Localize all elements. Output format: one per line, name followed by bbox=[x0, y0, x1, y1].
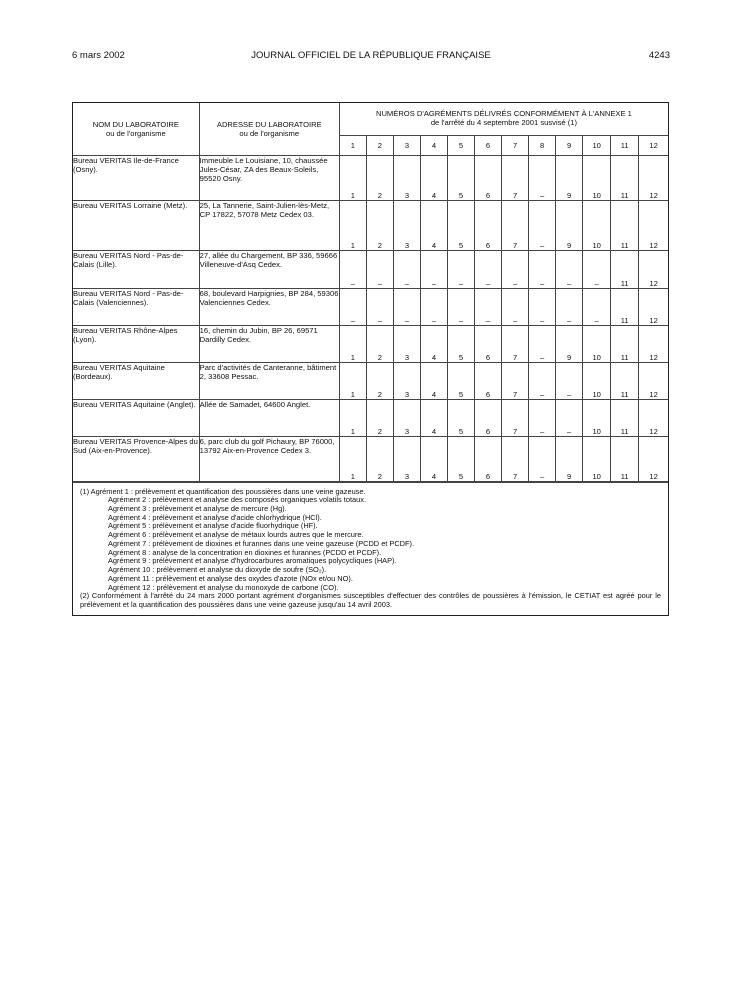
agrement-cell: – bbox=[529, 288, 556, 325]
agrement-cell: 12 bbox=[639, 436, 668, 481]
journal-title: JOURNAL OFFICIEL DE LA RÉPUBLIQUE FRANÇAISE bbox=[251, 50, 491, 61]
laboratory-address: Immeuble Le Louisiane, 10, chaussée Jules-César, ZA des Beaux-Soleils, 95520 Osny. bbox=[199, 155, 339, 200]
agrement-cell: – bbox=[448, 250, 475, 288]
agrement-cell: 3 bbox=[393, 200, 420, 250]
laboratory-name: Bureau VERITAS Ile-de-France (Osny). bbox=[73, 155, 199, 200]
agrement-cell: 10 bbox=[583, 399, 611, 436]
agrement-cell: 2 bbox=[366, 155, 393, 200]
agrement-cell: 6 bbox=[475, 399, 502, 436]
footnotes bbox=[73, 482, 668, 615]
agrement-cell: 2 bbox=[366, 436, 393, 481]
header-laboratory-line2: ou de l'organisme bbox=[105, 128, 166, 138]
agrement-cell: – bbox=[393, 250, 420, 288]
laboratory-name: Bureau VERITAS Lorraine (Metz). bbox=[73, 200, 199, 250]
agrement-cell: 4 bbox=[420, 436, 447, 481]
column-header-6: 6 bbox=[475, 135, 502, 155]
agrement-cell: – bbox=[475, 288, 502, 325]
agrement-cell: 1 bbox=[339, 155, 366, 200]
agrement-cell: – bbox=[502, 250, 529, 288]
column-header-10: 10 bbox=[583, 135, 611, 155]
laboratory-name: Bureau VERITAS Provence-Alpes du Sud (Aix-en-Provence). bbox=[73, 436, 199, 481]
agrement-cell: 11 bbox=[611, 288, 639, 325]
agrement-cell: 1 bbox=[339, 399, 366, 436]
agrement-cell: 4 bbox=[420, 200, 447, 250]
agrement-cell: – bbox=[448, 288, 475, 325]
laboratory-name: Bureau VERITAS Nord - Pas-de-Calais (Lille). bbox=[73, 250, 199, 288]
agrement-cell: 3 bbox=[393, 325, 420, 362]
page-number: 4243 bbox=[648, 50, 670, 61]
agrement-cell: 11 bbox=[611, 200, 639, 250]
agrement-cell: 3 bbox=[393, 362, 420, 399]
laboratory-address: Parc d'activités de Canteranne, bâtiment 2, 33608 Pessac. bbox=[199, 362, 339, 399]
agrement-note: Agrément 5 : prélèvement et analyse d'acide fluorhydrique (HF). bbox=[108, 521, 318, 531]
laboratory-name: Bureau VERITAS Rhône-Alpes (Lyon). bbox=[73, 325, 199, 362]
agrement-cell: 6 bbox=[475, 362, 502, 399]
agrement-cell: 5 bbox=[448, 399, 475, 436]
column-header-3: 3 bbox=[393, 135, 420, 155]
agrement-cell: 11 bbox=[611, 399, 639, 436]
table-row bbox=[73, 436, 668, 481]
agrement-cell: 5 bbox=[448, 325, 475, 362]
agrement-cell: 11 bbox=[611, 362, 639, 399]
laboratory-address: 25, La Tannerie, Saint-Julien-lès-Metz, CP 17822, 57078 Metz Cedex 03. bbox=[199, 200, 339, 250]
laboratory-address: 68, boulevard Harpignies, BP 284, 59306 Valenciennes Cedex. bbox=[199, 288, 339, 325]
issue-date: 6 mars 2002 bbox=[72, 50, 125, 61]
accreditation-table bbox=[73, 103, 668, 482]
laboratory-address: 27, allée du Chargement, BP 336, 59666 Villeneuve-d'Asq Cedex. bbox=[199, 250, 339, 288]
table-row bbox=[73, 362, 668, 399]
column-header-4: 4 bbox=[420, 135, 447, 155]
agrement-cell: 11 bbox=[611, 250, 639, 288]
accreditation-table-frame bbox=[72, 102, 669, 616]
header-accreditation-numbers bbox=[339, 103, 668, 135]
agrement-cell: 3 bbox=[393, 399, 420, 436]
column-header-5: 5 bbox=[448, 135, 475, 155]
laboratory-address: Allée de Samadet, 64600 Anglet. bbox=[199, 399, 339, 436]
agrement-cell: – bbox=[529, 436, 556, 481]
agrement-cell: – bbox=[366, 288, 393, 325]
agrement-cell: 1 bbox=[339, 436, 366, 481]
agrement-cell: 7 bbox=[502, 200, 529, 250]
laboratory-address: 6, parc club du golf Pichaury, BP 76000, 13792 Aix-en-Provence Cedex 3. bbox=[199, 436, 339, 481]
laboratory-name: Bureau VERITAS Nord - Pas-de-Calais (Valenciennes). bbox=[73, 288, 199, 325]
header-address-line2: ou de l'organisme bbox=[239, 128, 300, 138]
agrement-cell: 9 bbox=[556, 436, 583, 481]
agrement-list bbox=[80, 496, 661, 592]
agrement-cell: 7 bbox=[502, 155, 529, 200]
agrement-note: Agrément 8 : analyse de la concentration en dioxines et furannes (PCDD et PCDF). bbox=[108, 547, 382, 557]
agrement-cell: 9 bbox=[556, 325, 583, 362]
agrement-cell: 12 bbox=[639, 250, 668, 288]
agrement-cell: 12 bbox=[639, 200, 668, 250]
agrement-cell: 5 bbox=[448, 436, 475, 481]
table-row bbox=[73, 200, 668, 250]
table-row bbox=[73, 325, 668, 362]
header-address-line1: ADRESSE DU LABORATOIRE bbox=[216, 119, 322, 129]
table-row bbox=[73, 399, 668, 436]
agrement-cell: – bbox=[529, 325, 556, 362]
agrement-note: Agrément 3 : prélèvement et analyse de mercure (Hg). bbox=[108, 503, 287, 513]
agrement-cell: – bbox=[393, 288, 420, 325]
agrement-cell: – bbox=[556, 362, 583, 399]
agrement-cell: – bbox=[556, 399, 583, 436]
table-row bbox=[73, 155, 668, 200]
laboratory-name: Bureau VERITAS Aquitaine (Anglet). bbox=[73, 399, 199, 436]
column-header-11: 11 bbox=[611, 135, 639, 155]
agrement-cell: 10 bbox=[583, 362, 611, 399]
agrement-cell: 12 bbox=[639, 362, 668, 399]
laboratory-name: Bureau VERITAS Aquitaine (Bordeaux). bbox=[73, 362, 199, 399]
column-header-2: 2 bbox=[366, 135, 393, 155]
header-numbers-line1: NUMÉROS D'AGRÉMENTS DÉLIVRÉS CONFORMÉMENT À L'ANNEXE 1 bbox=[375, 109, 632, 119]
agrement-cell: – bbox=[420, 250, 447, 288]
agrement-cell: 4 bbox=[420, 399, 447, 436]
laboratory-address: 16, chemin du Jubin, BP 26, 69571 Dardilly Cedex. bbox=[199, 325, 339, 362]
column-header-8: 8 bbox=[529, 135, 556, 155]
table-row bbox=[73, 288, 668, 325]
agrement-cell: 2 bbox=[366, 399, 393, 436]
header-address bbox=[199, 103, 339, 155]
agrement-cell: 2 bbox=[366, 200, 393, 250]
agrement-note: Agrément 6 : prélèvement et analyse de métaux lourds autres que le mercure. bbox=[108, 530, 364, 540]
agrement-cell: 11 bbox=[611, 436, 639, 481]
agrement-cell: – bbox=[583, 250, 611, 288]
agrement-cell: 12 bbox=[639, 399, 668, 436]
agrement-note: Agrément 9 : prélèvement et analyse d'hydrocarbures aromatiques polycycliques (HAP). bbox=[108, 556, 397, 566]
agrement-cell: 4 bbox=[420, 325, 447, 362]
agrement-cell: 3 bbox=[393, 155, 420, 200]
agrement-cell: 11 bbox=[611, 155, 639, 200]
agrement-cell: 2 bbox=[366, 325, 393, 362]
table-row bbox=[73, 250, 668, 288]
agrement-cell: – bbox=[366, 250, 393, 288]
agrement-cell: 6 bbox=[475, 155, 502, 200]
agrement-cell: 12 bbox=[639, 325, 668, 362]
agrement-cell: 5 bbox=[448, 200, 475, 250]
column-header-9: 9 bbox=[556, 135, 583, 155]
agrement-cell: 12 bbox=[639, 155, 668, 200]
agrement-cell: 10 bbox=[583, 436, 611, 481]
agrement-note: Agrément 10 : prélèvement et analyse du dioxyde de soufre (SO₂). bbox=[108, 565, 327, 575]
agrement-cell: 7 bbox=[502, 325, 529, 362]
agrement-cell: – bbox=[529, 155, 556, 200]
running-head bbox=[72, 50, 670, 64]
agrement-cell: 1 bbox=[339, 200, 366, 250]
agrement-cell: 6 bbox=[475, 200, 502, 250]
header-laboratory bbox=[73, 103, 199, 155]
agrement-cell: 10 bbox=[583, 155, 611, 200]
column-header-12: 12 bbox=[639, 135, 668, 155]
agrement-note: Agrément 11 : prélèvement et analyse des oxydes d'azote (NOx et/ou NO). bbox=[108, 573, 353, 583]
agrement-cell: 6 bbox=[475, 436, 502, 481]
agrement-cell: 2 bbox=[366, 362, 393, 399]
agrement-cell: – bbox=[583, 288, 611, 325]
agrement-cell: 1 bbox=[339, 362, 366, 399]
header-laboratory-line1: NOM DU LABORATOIRE bbox=[92, 119, 179, 129]
agrement-cell: 12 bbox=[639, 288, 668, 325]
agrement-cell: 7 bbox=[502, 362, 529, 399]
agrement-cell: 6 bbox=[475, 325, 502, 362]
agrement-cell: – bbox=[556, 288, 583, 325]
header-numbers-line2: de l'arrêté du 4 septembre 2001 susvisé (1) bbox=[430, 117, 578, 127]
agrement-cell: 10 bbox=[583, 325, 611, 362]
agrement-cell: 5 bbox=[448, 362, 475, 399]
agrement-cell: 5 bbox=[448, 155, 475, 200]
agrement-cell: 10 bbox=[583, 200, 611, 250]
footnote-2: (2) Conformément à l'arrêté du 24 mars 2000 portant agrément d'organismes susceptibles d'effectuer des contrôles de poussières à l'émission, le CETIAT est agréé pour le prélèvement et la quantification des poussières dans une veine gazeuse jusqu'au 14 avril 2003. bbox=[80, 591, 661, 610]
agrement-cell: – bbox=[556, 250, 583, 288]
agrement-cell: 7 bbox=[502, 436, 529, 481]
agrement-cell: 7 bbox=[502, 399, 529, 436]
agrement-cell: 1 bbox=[339, 325, 366, 362]
column-header-7: 7 bbox=[502, 135, 529, 155]
agrement-cell: 9 bbox=[556, 200, 583, 250]
agrement-note: Agrément 2 : prélèvement et analyse des composés organiques volatils totaux. bbox=[108, 495, 366, 505]
agrement-cell: – bbox=[529, 362, 556, 399]
agrement-cell: – bbox=[475, 250, 502, 288]
agrement-cell: 11 bbox=[611, 325, 639, 362]
agrement-note: Agrément 12 : prélèvement et analyse du monoxyde de carbone (CO). bbox=[108, 582, 339, 592]
agrement-note: Agrément 7 : prélèvement de dioxines et furannes dans une veine gazeuse (PCDD et PCDF). bbox=[108, 538, 415, 548]
agrement-note: Agrément 4 : prélèvement et analyse d'acide chlorhydrique (HCl). bbox=[108, 512, 322, 522]
agrement-cell: – bbox=[339, 288, 366, 325]
agrement-cell: 4 bbox=[420, 362, 447, 399]
table-body bbox=[73, 155, 668, 481]
agrement-cell: – bbox=[529, 399, 556, 436]
agrement-cell: 4 bbox=[420, 155, 447, 200]
agrement-cell: – bbox=[502, 288, 529, 325]
column-header-1: 1 bbox=[339, 135, 366, 155]
agrement-cell: – bbox=[420, 288, 447, 325]
agrement-cell: – bbox=[339, 250, 366, 288]
agrement-cell: 9 bbox=[556, 155, 583, 200]
agrement-cell: 3 bbox=[393, 436, 420, 481]
agrement-cell: – bbox=[529, 250, 556, 288]
footnote-1: (1) Agrément 1 : prélèvement et quantification des poussières dans une veine gazeuse. bbox=[80, 486, 366, 496]
agrement-cell: – bbox=[529, 200, 556, 250]
